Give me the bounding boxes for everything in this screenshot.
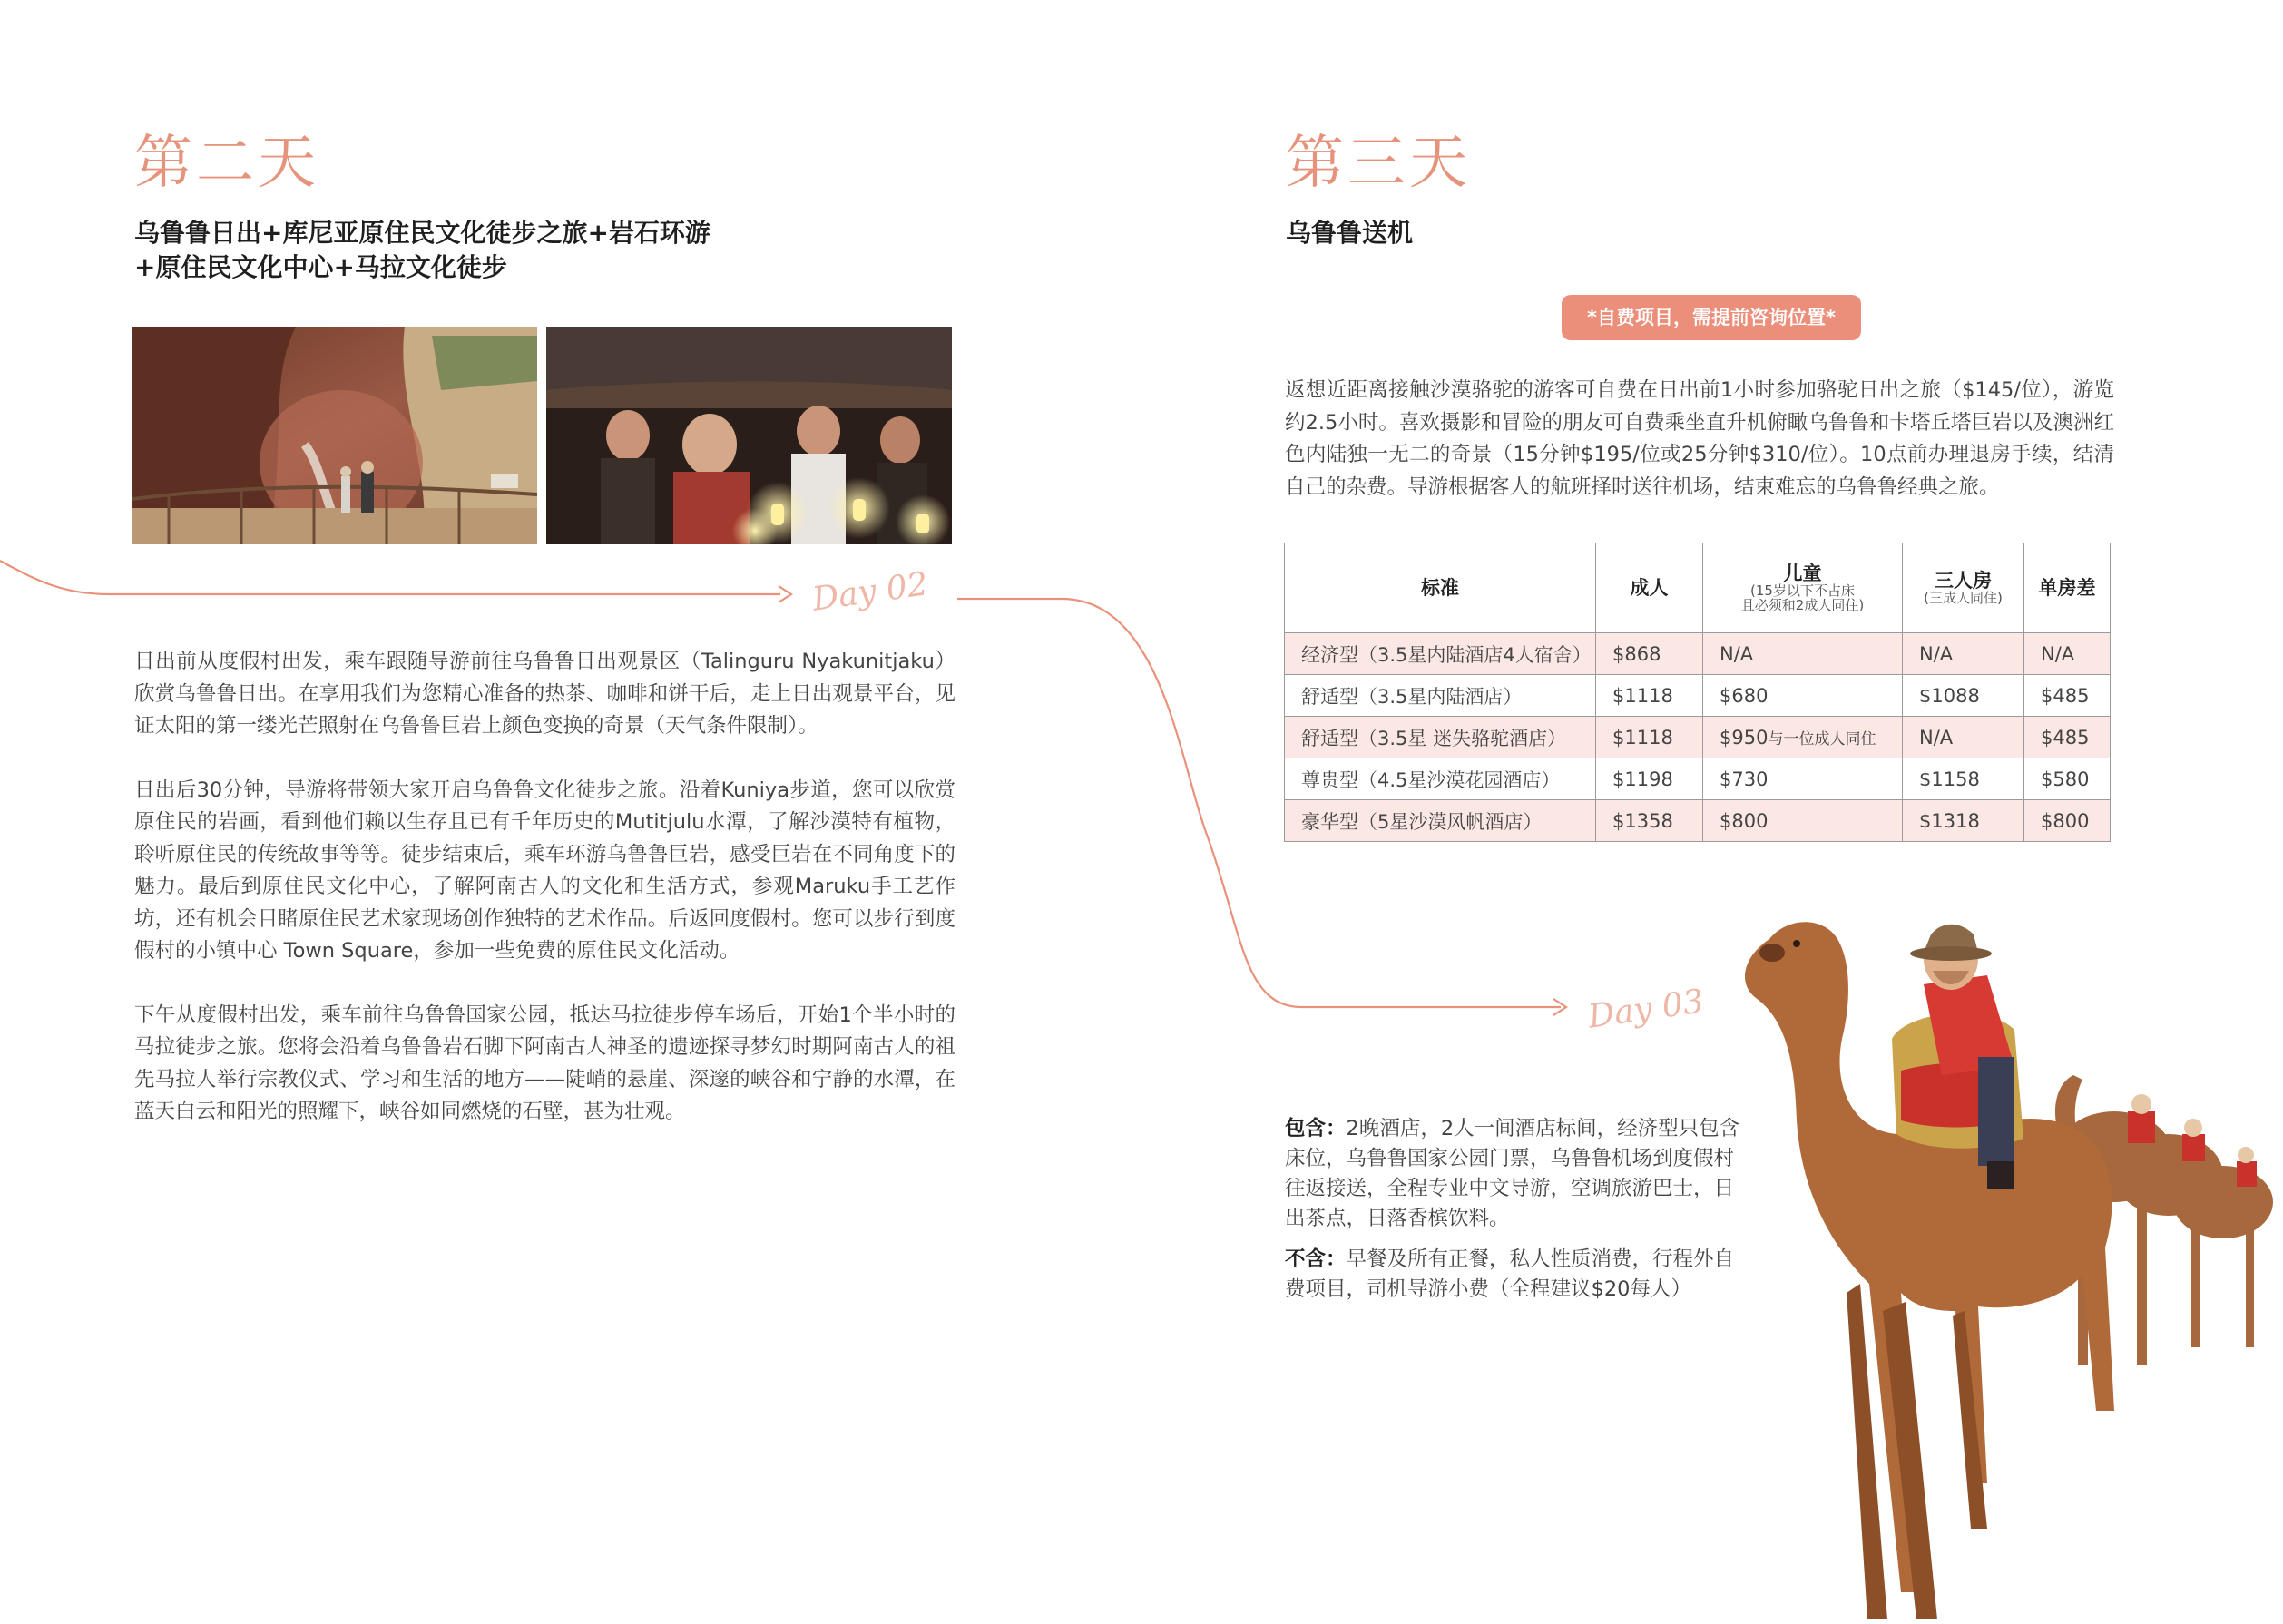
day2-body: [134, 646, 955, 1129]
day2-paragraph-1: 日出前从度假村出发，乘车跟随导游前往乌鲁鲁日出观景区（Talinguru Nyakunitjaku）欣赏乌鲁鲁日出。在享用我们为您精心准备的热茶、咖啡和饼干后，走上日出观景平台，见证太阳的第一缕光芒照射在乌鲁鲁巨岩上颜色变换的奇景（天气条件限制）。: [134, 650, 955, 738]
cell-adult: $868: [1596, 633, 1703, 675]
cell-triple: $1318: [1903, 800, 2024, 842]
cell-adult: $1358: [1596, 800, 1703, 842]
photo-sunset-dinner: [546, 327, 952, 544]
cell-standard: 舒适型（3.5星 迷失骆驼酒店）: [1285, 717, 1596, 758]
cell-triple: N/A: [1903, 717, 2024, 758]
cell-child: [1703, 633, 1903, 675]
includes-body: 2晚酒店，2人一间酒店标间，经济型只包含床位，乌鲁鲁国家公园门票，乌鲁鲁机场到度假村往返接送，全程专业中文导游，空调旅游巴士，日出茶点，日落香槟饮料。: [1285, 1117, 1740, 1230]
cell-standard: 经济型（3.5星内陆酒店4人宿舍）: [1285, 633, 1596, 675]
header-triple: [1903, 543, 2024, 633]
cell-child-value: $680: [1720, 684, 1769, 707]
header-child-note1: (15岁以下不占床: [1750, 582, 1855, 599]
cell-child: [1703, 800, 1903, 842]
day3-label: Day 03: [1585, 983, 1707, 1036]
header-triple-label: 三人房: [1935, 570, 1992, 592]
day2-subtitle-line1: 乌鲁鲁日出+库尼亚原住民文化徒步之旅+岩石环游: [134, 218, 710, 248]
cell-single: $485: [2024, 675, 2111, 717]
cell-adult: $1118: [1596, 675, 1703, 717]
cell-child: [1703, 717, 1903, 758]
header-adult: 成人: [1596, 543, 1703, 633]
header-single: 单房差: [2024, 543, 2111, 633]
cell-standard: 尊贵型（4.5星沙漠花园酒店）: [1285, 758, 1596, 800]
day2-subtitle-line2: +原住民文化中心+马拉文化徒步: [134, 252, 507, 282]
header-child-label: 儿童: [1783, 563, 1822, 584]
cell-child-suffix: 与一位成人同住: [1768, 730, 1876, 748]
cell-single: $580: [2024, 758, 2111, 800]
includes-text: [1285, 1114, 1743, 1234]
header-child-note2: 且必须和2成人同住): [1740, 597, 1865, 613]
day2-subtitle: [134, 216, 860, 285]
excludes-body: 早餐及所有正餐，私人性质消费，行程外自费项目，司机导游小费（全程建议$20每人）: [1285, 1247, 1735, 1301]
cell-standard: 舒适型（3.5星内陆酒店）: [1285, 675, 1596, 717]
camel-caravan-photo: [1715, 903, 2283, 1624]
table-row: [1285, 675, 2111, 717]
cell-adult: $1118: [1596, 717, 1703, 758]
table-row: [1285, 800, 2111, 842]
cell-adult: $1198: [1596, 758, 1703, 800]
cell-single: $485: [2024, 717, 2111, 758]
cell-triple: $1158: [1903, 758, 2024, 800]
cell-child: [1703, 675, 1903, 717]
day2-title: 第二天: [134, 130, 319, 197]
cell-child-value: $730: [1720, 768, 1769, 790]
header-standard: 标准: [1285, 543, 1596, 633]
excludes-text: [1285, 1245, 1743, 1305]
cell-triple: $1088: [1903, 675, 2024, 717]
price-table: [1284, 543, 2111, 842]
photo-kuniya-walk: [132, 327, 537, 544]
inclusions-block: [1285, 1114, 1743, 1305]
excludes-label: 不含：: [1285, 1247, 1347, 1271]
cell-child: [1703, 758, 1903, 800]
cell-single: N/A: [2024, 633, 2111, 675]
day2-paragraph-3: 下午从度假村出发，乘车前往乌鲁鲁国家公园，抵达马拉徒步停车场后，开始1个半小时的马拉徒步之旅。您将会沿着乌鲁鲁岩石脚下阿南古人神圣的遗迹探寻梦幻时期阿南古人的祖先马拉人举行宗教仪式、学习和生活的地方——陡峭的悬崖、深邃的峡谷和宁静的水潭，在蓝天白云和阳光的照耀下，峡谷如同燃烧的石壁，甚为壮观。: [134, 1003, 955, 1123]
table-row: [1285, 717, 2111, 758]
cell-child-value: $800: [1720, 809, 1769, 832]
table-row: [1285, 633, 2111, 675]
optional-badge: *自费项目，需提前咨询位置*: [1562, 295, 1861, 340]
day3-title: 第三天: [1286, 130, 1471, 197]
day3-subtitle: 乌鲁鲁送机: [1286, 218, 1414, 248]
cell-triple: N/A: [1903, 633, 2024, 675]
cell-child-value: N/A: [1720, 642, 1754, 665]
header-triple-note: (三成人同住): [1924, 590, 2003, 606]
price-table-header: [1285, 543, 2111, 633]
day3-paragraph: 返想近距离接触沙漠骆驼的游客可自费在日出前1小时参加骆驼日出之旅（$145/位），游览约2.5小时。喜欢摄影和冒险的朋友可自费乘坐直升机俯瞰乌鲁鲁和卡塔丘塔巨岩以及澳洲红色内陆独一无二的奇景（15分钟$195/位或25分钟$310/位）。10点前办理退房手续，结清自己的杂费。导游根据客人的航班择时送往机场，结束难忘的乌鲁鲁经典之旅。: [1285, 378, 2114, 499]
day2-paragraph-2: 日出后30分钟，导游将带领大家开启乌鲁鲁文化徒步之旅。沿着Kuniya步道，您可以欣赏原住民的岩画，看到他们赖以生存且已有千年历史的Mutitjulu水潭，了解沙漠特有植物，聆听原住民的传统故事等等。徒步结束后，乘车环游乌鲁鲁巨岩，感受巨岩在不同角度下的魅力。最后到原住民文化中心，了解阿南古人的文化和生活方式，参观Maruku手工艺作坊，还有机会目睹原住民艺术家现场创作独特的艺术作品。后返回度假村。您可以步行到度假村的小镇中心 Town Square，参加一些免费的原住民文化活动。: [134, 778, 955, 963]
table-row: [1285, 758, 2111, 800]
includes-label: 包含：: [1285, 1117, 1347, 1140]
header-child: [1703, 543, 1903, 633]
cell-child-value: $950: [1720, 727, 1769, 748]
cell-standard: 豪华型（5星沙漠风帆酒店）: [1285, 800, 1596, 842]
cell-single: $800: [2024, 800, 2111, 842]
day2-label: Day 02: [809, 565, 931, 619]
